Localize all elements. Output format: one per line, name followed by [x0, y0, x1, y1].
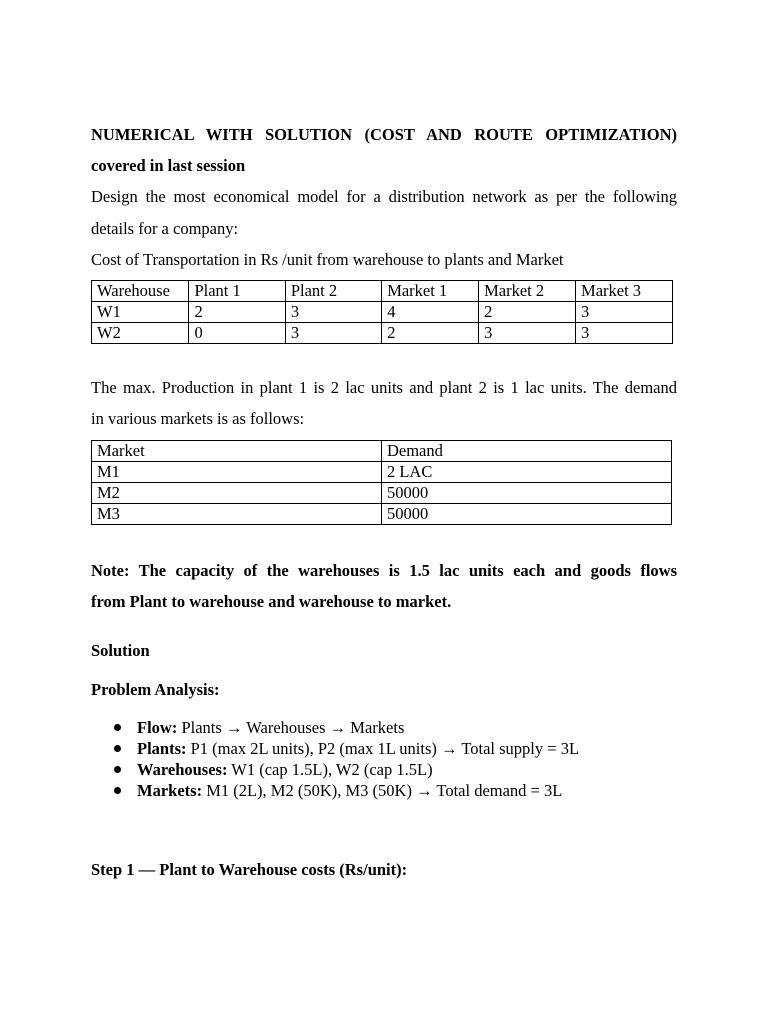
table-row: [92, 504, 672, 525]
table-cell: 3: [576, 302, 673, 323]
table-header-row: [92, 441, 672, 462]
table-cell: 2: [382, 323, 479, 344]
table-row: [92, 323, 673, 344]
step1-heading: Step 1 — Plant to Warehouse costs (Rs/unit):: [91, 860, 408, 879]
market-demand-table: [91, 440, 672, 525]
table1-caption: Cost of Transportation in Rs /unit from warehouse to plants and Market: [91, 250, 564, 269]
table-cell: M1: [92, 462, 382, 483]
table-cell: W2: [92, 323, 189, 344]
table-header-cell: Demand: [381, 441, 671, 462]
table-cell: 50000: [381, 483, 671, 504]
note-line-2: from Plant to warehouse and warehouse to market.: [91, 592, 452, 611]
table-header-cell: Market 2: [479, 281, 576, 302]
document-title: NUMERICAL WITH SOLUTION (COST AND ROUTE OPTIMIZATION): [91, 125, 677, 144]
table-cell: 2: [189, 302, 285, 323]
bullet-text: Plants → Warehouses → Markets: [177, 718, 405, 737]
document-subtitle: covered in last session: [91, 156, 246, 175]
table-header-cell: Market: [92, 441, 382, 462]
table-cell: 50000: [381, 504, 671, 525]
bullet-label: Flow:: [137, 718, 178, 737]
table-row: [92, 483, 672, 504]
table-cell: 0: [189, 323, 285, 344]
table-cell: 2 LAC: [381, 462, 671, 483]
table-header-cell: Warehouse: [92, 281, 189, 302]
bullet-label: Warehouses:: [137, 760, 228, 779]
production-paragraph-line-1: The max. Production in plant 1 is 2 lac units and plant 2 is 1 lac units. The demand: [91, 378, 677, 397]
table-cell: 3: [479, 323, 576, 344]
table-cell: 3: [576, 323, 673, 344]
bullet-text: W1 (cap 1.5L), W2 (cap 1.5L): [227, 760, 433, 779]
list-item: [91, 759, 579, 780]
table-cell: 4: [382, 302, 479, 323]
intro-paragraph-line-2: details for a company:: [91, 219, 239, 238]
bullet-text: M1 (2L), M2 (50K), M3 (50K) → Total demand = 3L: [202, 781, 563, 800]
table-header-cell: Plant 1: [189, 281, 285, 302]
table-cell: 3: [285, 302, 381, 323]
bullet-label: Plants:: [137, 739, 187, 758]
table-cell: W1: [92, 302, 189, 323]
table-cell: 3: [285, 323, 381, 344]
production-paragraph-line-2: in various markets is as follows:: [91, 409, 305, 428]
table-header-row: [92, 281, 673, 302]
solution-heading: Solution: [91, 641, 150, 660]
list-item: [91, 738, 579, 759]
list-item: [91, 717, 579, 738]
table-cell: M3: [92, 504, 382, 525]
intro-paragraph-line-1: Design the most economical model for a distribution network as per the following: [91, 187, 677, 206]
table-cell: 2: [479, 302, 576, 323]
table-cell: M2: [92, 483, 382, 504]
table-header-cell: Plant 2: [285, 281, 381, 302]
bullet-text: P1 (max 2L units), P2 (max 1L units) → Total supply = 3L: [186, 739, 580, 758]
table-row: [92, 462, 672, 483]
bullet-label: Markets:: [137, 781, 203, 800]
table-header-cell: Market 3: [576, 281, 673, 302]
table-header-cell: Market 1: [382, 281, 479, 302]
transport-cost-table: [91, 280, 673, 344]
analysis-bullet-list: [91, 717, 579, 801]
table-row: [92, 302, 673, 323]
analysis-heading: Problem Analysis:: [91, 680, 220, 699]
list-item: [91, 780, 579, 801]
note-line-1: Note: The capacity of the warehouses is 1.5 lac units each and goods flows: [91, 561, 677, 580]
